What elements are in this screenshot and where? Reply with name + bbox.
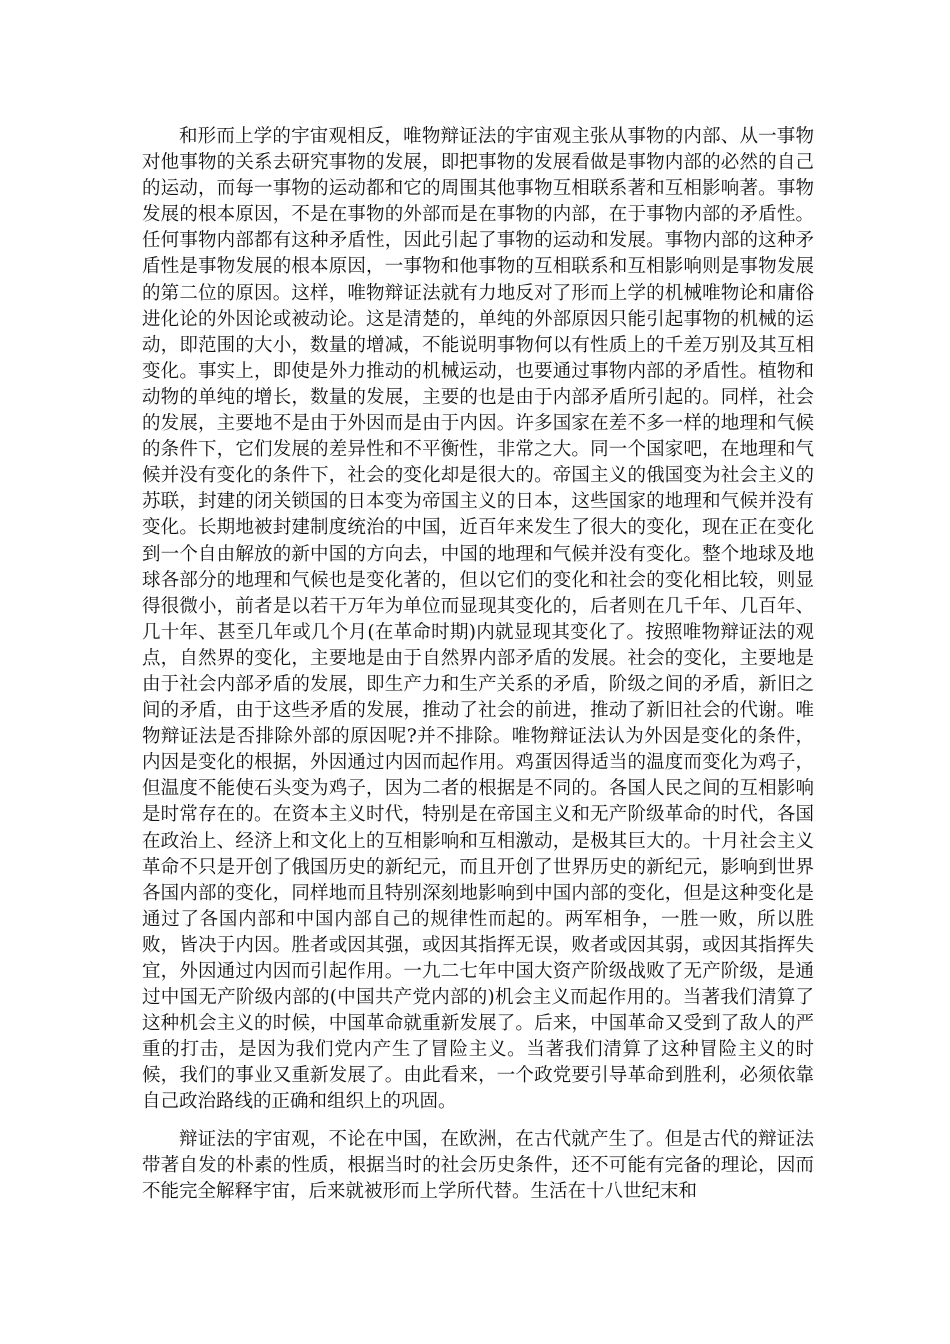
body-text [142, 124, 814, 1205]
paragraph-2: 辩证法的宇宙观，不论在中国，在欧洲，在古代就产生了。但是古代的辩证法带著自发的朴素的性质，根据当时的社会历史条件，还不可能有完备的理论，因而不能完全解释宇宙，后来就被形而上学所代替。生活在十八世纪末和 [142, 1128, 814, 1202]
paragraph-1: 和形而上学的宇宙观相反，唯物辩证法的宇宙观主张从事物的内部、从一事物对他事物的关系去研究事物的发展，即把事物的发展看做是事物内部的必然的自己的运动，而每一事物的运动都和它的周围其他事物互相联系著和互相影响著。事物发展的根本原因，不是在事物的外部而是在事物的内部，在于事物内部的矛盾性。任何事物内部都有这种矛盾性，因此引起了事物的运动和发展。事物内部的这种矛盾性是事物发展的根本原因，一事物和他事物的互相联系和互相影响则是事物发展的第二位的原因。这样，唯物辩证法就有力地反对了形而上学的机械唯物论和庸俗进化论的外因论或被动论。这是清楚的，单纯的外部原因只能引起事物的机械的运动，即范围的大小，数量的增减，不能说明事物何以有性质上的千差万别及其互相变化。事实上，即使是外力推动的机械运动，也要通过事物内部的矛盾性。植物和动物的单纯的增长，数量的发展，主要的也是由于内部矛盾所引起的。同样，社会的发展，主要地不是由于外因而是由于内因。许多国家在差不多一样的地理和气候的条件下，它们发展的差异性和不平衡性，非常之大。同一个国家吧，在地理和气候并没有变化的条件下，社会的变化却是很大的。帝国主义的俄国变为社会主义的苏联，封建的闭关锁国的日本变为帝国主义的日本，这些国家的地理和气候并没有变化。长期地被封建制度统治的中国，近百年来发生了很大的变化，现在正在变化到一个自由解放的新中国的方向去，中国的地理和气候并没有变化。整个地球及地球各部分的地理和气候也是变化著的，但以它们的变化和社会的变化相比较，则显得很微小，前者是以若干万年为单位而显现其变化的，后者则在几千年、几百年、几十年、甚至几年或几个月(在革命时期)内就显现其变化了。按照唯物辩证法的观点，自然界的变化，主要地是由于自然界内部矛盾的发展。社会的变化，主要地是由于社会内部矛盾的发展，即生产力和生产关系的矛盾，阶级之间的矛盾，新旧之间的矛盾，由于这些矛盾的发展，推动了社会的前进，推动了新旧社会的代谢。唯物辩证法是否排除外部的原因呢?并不排除。唯物辩证法认为外因是变化的条件，内因是变化的根据，外因通过内因而起作用。鸡蛋因得适当的温度而变化为鸡子，但温度不能使石头变为鸡子，因为二者的根据是不同的。各国人民之间的互相影响是时常存在的。在资本主义时代，特别是在帝国主义和无产阶级革命的时代，各国在政治上、经济上和文化上的互相影响和互相激动，是极其巨大的。十月社会主义革命不只是开创了俄国历史的新纪元，而且开创了世界历史的新纪元，影响到世界各国内部的变化，同样地而且特别深刻地影响到中国内部的变化，但是这种变化是通过了各国内部和中国内部自己的规律性而起的。两军相争，一胜一败，所以胜败，皆决于内因。胜者或因其强，或因其指挥无误，败者或因其弱，或因其指挥失宜，外因通过内因而引起作用。一九二七年中国大资产阶级战败了无产阶级，是通过中国无产阶级内部的(中国共产党内部的)机会主义而起作用的。当著我们清算了这种机会主义的时候，中国革命就重新发展了。后来，中国革命又受到了敌人的严重的打击，是因为我们党内产生了冒险主义。当著我们清算了这种冒险主义的时候，我们的事业又重新发展了。由此看来，一个政党要引导革命到胜利，必须依靠自己政治路线的正确和组织上的巩固。 [142, 126, 814, 1113]
